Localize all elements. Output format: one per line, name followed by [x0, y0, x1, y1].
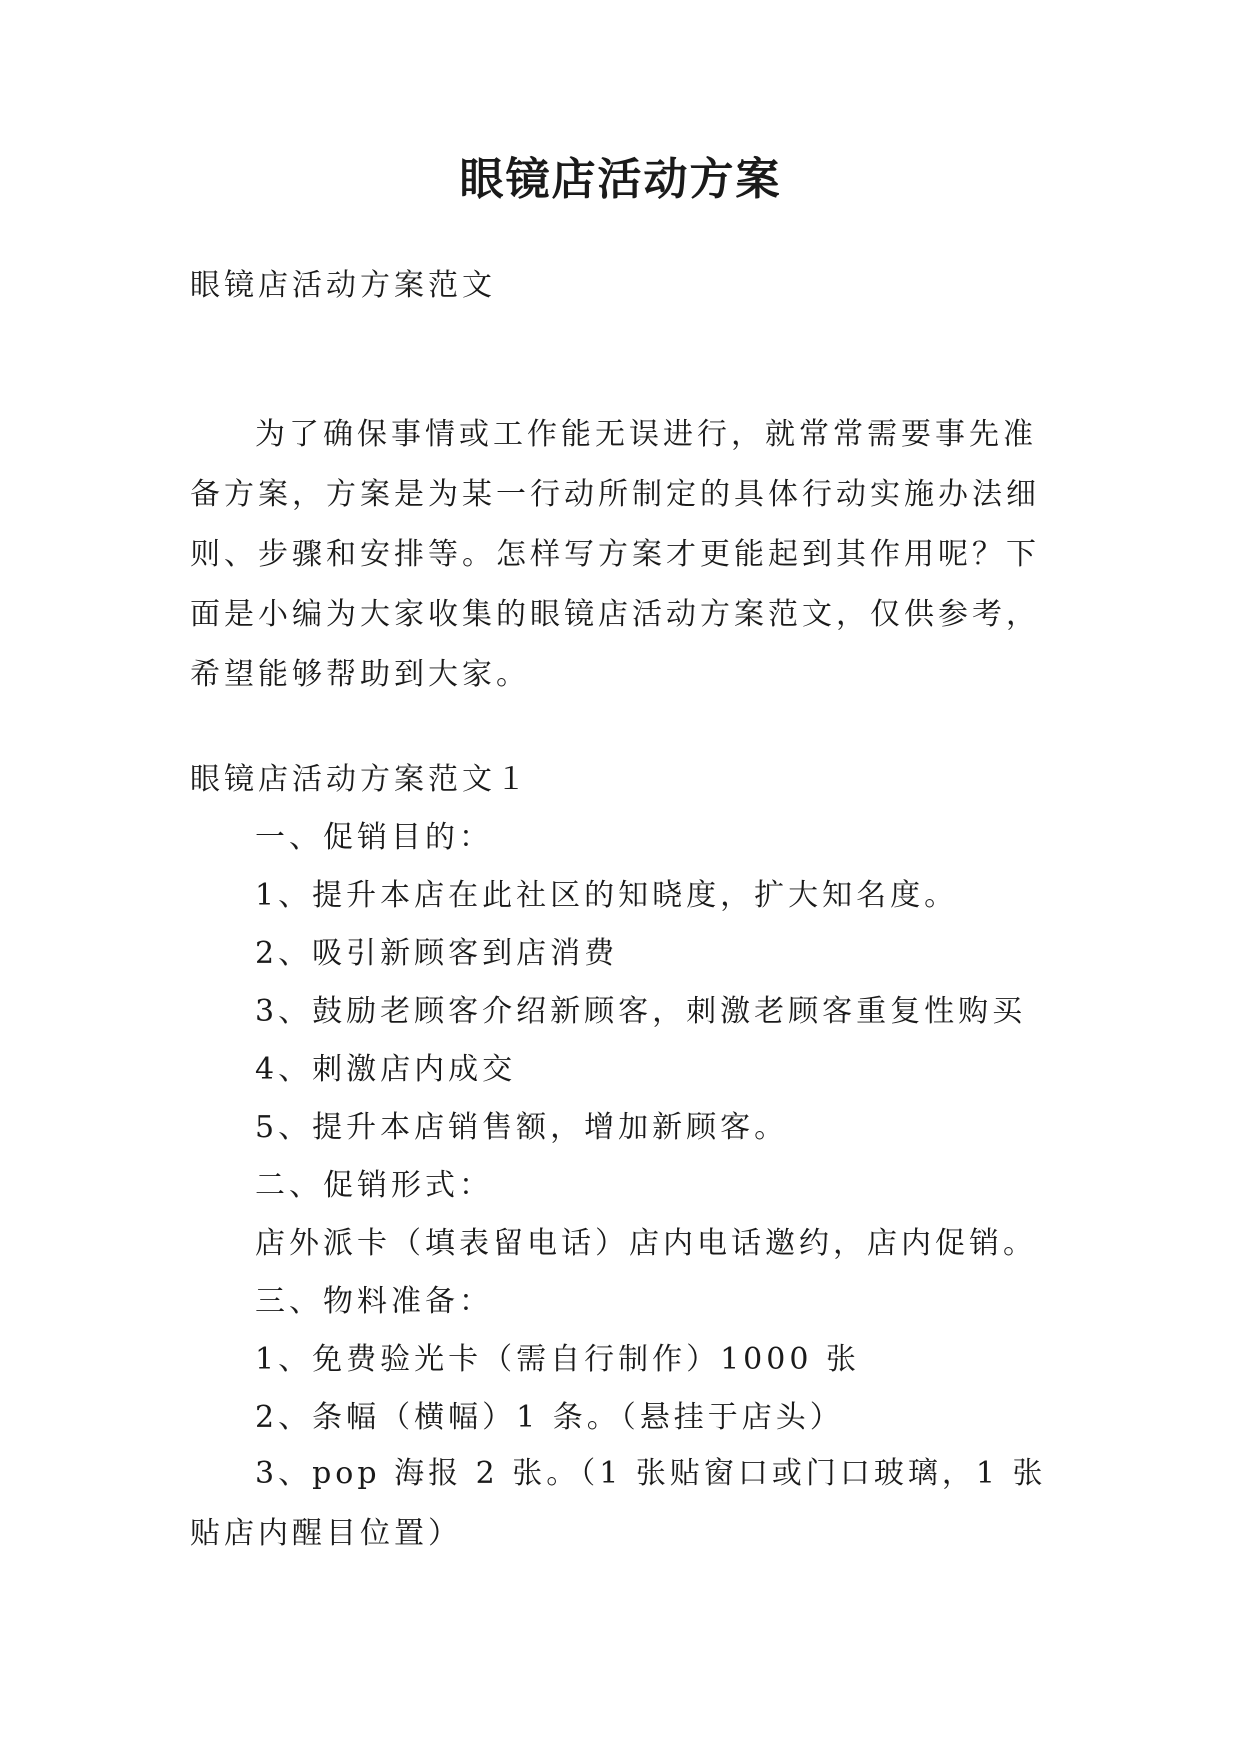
body-line: 3、鼓励老顾客介绍新顾客，刺激老顾客重复性购买	[255, 994, 1027, 1029]
intro-paragraph: 为了确保事情或工作能无误进行，就常常需要事先准备方案，方案是为某一行动所制定的具体行动实施办法细则、步骤和安排等。怎样写方案才更能起到其作用呢？下面是小编为大家收集的眼镜店活动方案范文，仅供参考，希望能够帮助到大家。	[190, 417, 1040, 692]
body-line: 5、提升本店销售额，增加新顾客。	[255, 1110, 789, 1145]
body-line: 二、促销形式：	[255, 1168, 493, 1203]
document-subtitle: 眼镜店活动方案范文	[190, 268, 496, 303]
body-line: 2、吸引新顾客到店消费	[255, 936, 619, 971]
body-line: 三、物料准备：	[255, 1284, 493, 1319]
body-line: 2、条幅（横幅）1 条。（悬挂于店头）	[255, 1400, 844, 1435]
last-paragraph: 3、pop 海报 2 张。（1 张贴窗口或门口玻璃，1 张贴店内醒目位置）	[190, 1456, 1047, 1551]
body-line: 1、免费验光卡（需自行制作）1000 张	[255, 1342, 860, 1377]
body-line: 店外派卡（填表留电话）店内电话邀约，店内促销。	[255, 1226, 1037, 1261]
body-line: 4、刺激店内成交	[255, 1052, 517, 1087]
section-heading: 眼镜店活动方案范文１	[190, 762, 530, 797]
body-line: 1、提升本店在此社区的知晓度，扩大知名度。	[255, 878, 959, 913]
document-title: 眼镜店活动方案	[459, 154, 782, 205]
body-line: 一、促销目的：	[255, 820, 493, 855]
